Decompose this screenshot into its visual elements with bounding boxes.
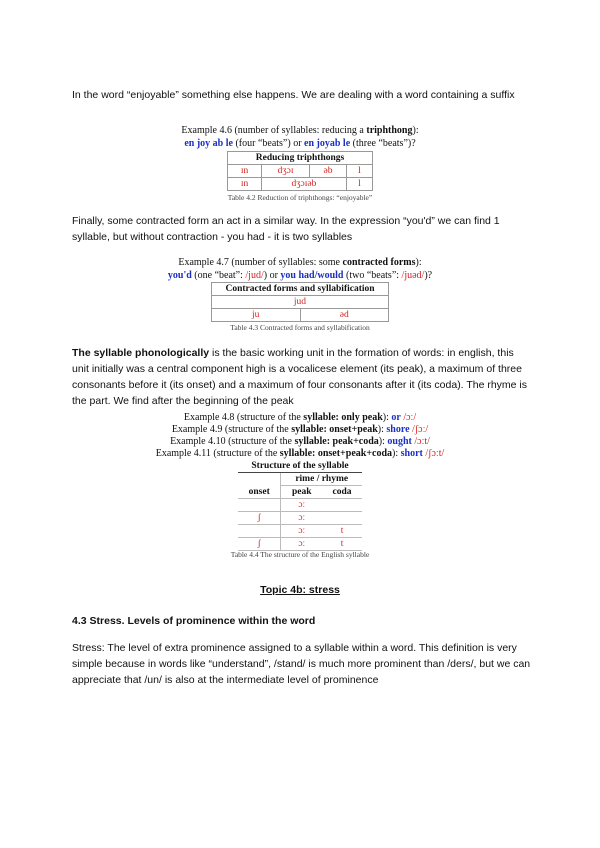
ipa-transcription: /ɔː/ <box>400 412 417 423</box>
example-word: or <box>391 412 401 423</box>
example-word: short <box>400 448 423 459</box>
example-bold: syllable: onset+peak <box>291 424 378 435</box>
section-heading: 4.3 Stress. Levels of prominence within the word <box>72 615 316 627</box>
example-text: (two “beats”: <box>343 270 402 281</box>
example-4-7-line <box>0 269 600 282</box>
table-cell: l <box>346 178 372 191</box>
example-text: Example 4.9 (structure of the <box>171 424 292 435</box>
example-bold: syllable: onset+peak+coda <box>279 448 393 459</box>
ipa-transcription: /juəd/ <box>401 270 425 281</box>
table-cell: dʒɔɪəb <box>262 178 347 191</box>
example-bold: syllable: peak+coda <box>294 436 379 447</box>
table-cell: ɔː <box>281 499 322 512</box>
paragraph-body: is the basic working unit in the formation of words: in english, this unit initially was a central component high is a vocalicese element (its peak), a maximum of three consonants before it (its onset) and a maximum of four consonants after it (its coda). The rhyme is the part. We find after the beginning of the peak <box>72 347 528 407</box>
table-cell: əd <box>300 309 389 322</box>
example-text: ): <box>378 436 388 447</box>
table-header: Reducing triphthongs <box>228 152 373 165</box>
column-header-coda: coda <box>322 486 362 499</box>
paragraph-syllable <box>72 345 532 409</box>
example-text: ): <box>392 448 401 459</box>
example-title-text: Example 4.6 (number of syllables: reducing a <box>181 125 367 136</box>
word-you-had: you had/would <box>280 270 344 281</box>
table-cell: jud <box>212 296 389 309</box>
example-text: (one “beat”: <box>191 270 246 281</box>
example-text: (three “beats”)? <box>350 138 416 149</box>
table-cell: t <box>322 538 362 551</box>
example-title-bold: triphthong <box>366 125 413 136</box>
table-cell: ju <box>212 309 301 322</box>
word-four-beats: en joy ab le <box>184 138 233 149</box>
table-cell: ɔː <box>281 525 322 538</box>
word-youd: you'd <box>167 270 192 281</box>
example-4-11 <box>0 447 600 460</box>
example-4-7-title <box>0 256 600 269</box>
ipa-transcription: /ʃɔː/ <box>409 424 429 435</box>
paragraph-stress: Stress: The level of extra prominence assigned to a syllable within a word. This definition is very simple because in words like “understand”, /stand/ is much more prominent than /ders/, but we can appreciate that /un/ is also at the intermediate level of prominence <box>72 642 531 686</box>
example-text: (four “beats”) or <box>232 138 305 149</box>
example-text: Example 4.8 (structure of the <box>183 412 304 423</box>
example-text: ): <box>377 424 387 435</box>
table-cell: ɔː <box>281 538 322 551</box>
example-text: Example 4.11 (structure of the <box>155 448 280 459</box>
rime-header: rime / rhyme <box>281 473 362 486</box>
table-4-2-caption: Table 4.2 Reduction of triphthongs: “enjoyable” <box>227 193 373 202</box>
example-text: Example 4.10 (structure of the <box>170 436 295 447</box>
example-text: )? <box>424 270 433 281</box>
example-title-end: ): <box>412 125 419 136</box>
table-cell: əb <box>310 165 347 178</box>
table-header: Contracted forms and syllabification <box>212 283 389 296</box>
example-bold: syllable: only peak <box>303 412 383 423</box>
example-text: ): <box>382 412 392 423</box>
table-cell: t <box>322 525 362 538</box>
table-cell: ɪn <box>228 165 262 178</box>
table-4-3-caption: Table 4.3 Contracted forms and syllabification <box>230 323 370 332</box>
table-cell: ɪn <box>228 178 262 191</box>
paragraph-enjoyable: In the word “enjoyable” something else happens. We are dealing with a word containing a suffix <box>72 89 515 101</box>
table-cell <box>238 499 281 512</box>
word-three-beats: en joyab le <box>304 138 351 149</box>
example-title-text: Example 4.7 (number of syllables: some <box>178 257 343 268</box>
table-cell <box>238 525 281 538</box>
paragraph-bold-lead: The syllable phonologically <box>72 347 210 359</box>
table-cell: ʃ <box>238 512 281 525</box>
table-4-2 <box>0 151 600 191</box>
table-cell: ʃ <box>238 538 281 551</box>
table-cell: l <box>346 165 372 178</box>
ipa-transcription: /ʃɔːt/ <box>422 448 445 459</box>
table-4-4 <box>0 460 600 551</box>
table-4-4-caption: Table 4.4 The structure of the English syllable <box>230 550 370 559</box>
table-cell <box>322 512 362 525</box>
ipa-transcription: /jud/ <box>245 270 264 281</box>
topic-heading: Topic 4b: stress <box>260 584 340 596</box>
example-title-end: ): <box>415 257 422 268</box>
paragraph-contracted: Finally, some contracted form an act in a similar way. In the expression “you'd” we can find 1 syllable, but without contraction - you had - it is two syllables <box>72 215 500 243</box>
table-4-3 <box>0 282 600 322</box>
example-4-6-line <box>0 137 600 150</box>
example-word: ought <box>387 436 412 447</box>
column-header-onset: onset <box>238 486 281 499</box>
example-4-6-title <box>0 124 600 137</box>
table-cell: ɔː <box>281 512 322 525</box>
table-cell <box>322 499 362 512</box>
table-header: Structure of the syllable <box>238 460 362 473</box>
example-text: ) or <box>263 270 281 281</box>
column-header-peak: peak <box>281 486 322 499</box>
table-cell: dʒɔɪ <box>262 165 310 178</box>
example-word: shore <box>386 424 410 435</box>
ipa-transcription: /ɔːt/ <box>411 436 430 447</box>
example-title-bold: contracted forms <box>342 257 416 268</box>
